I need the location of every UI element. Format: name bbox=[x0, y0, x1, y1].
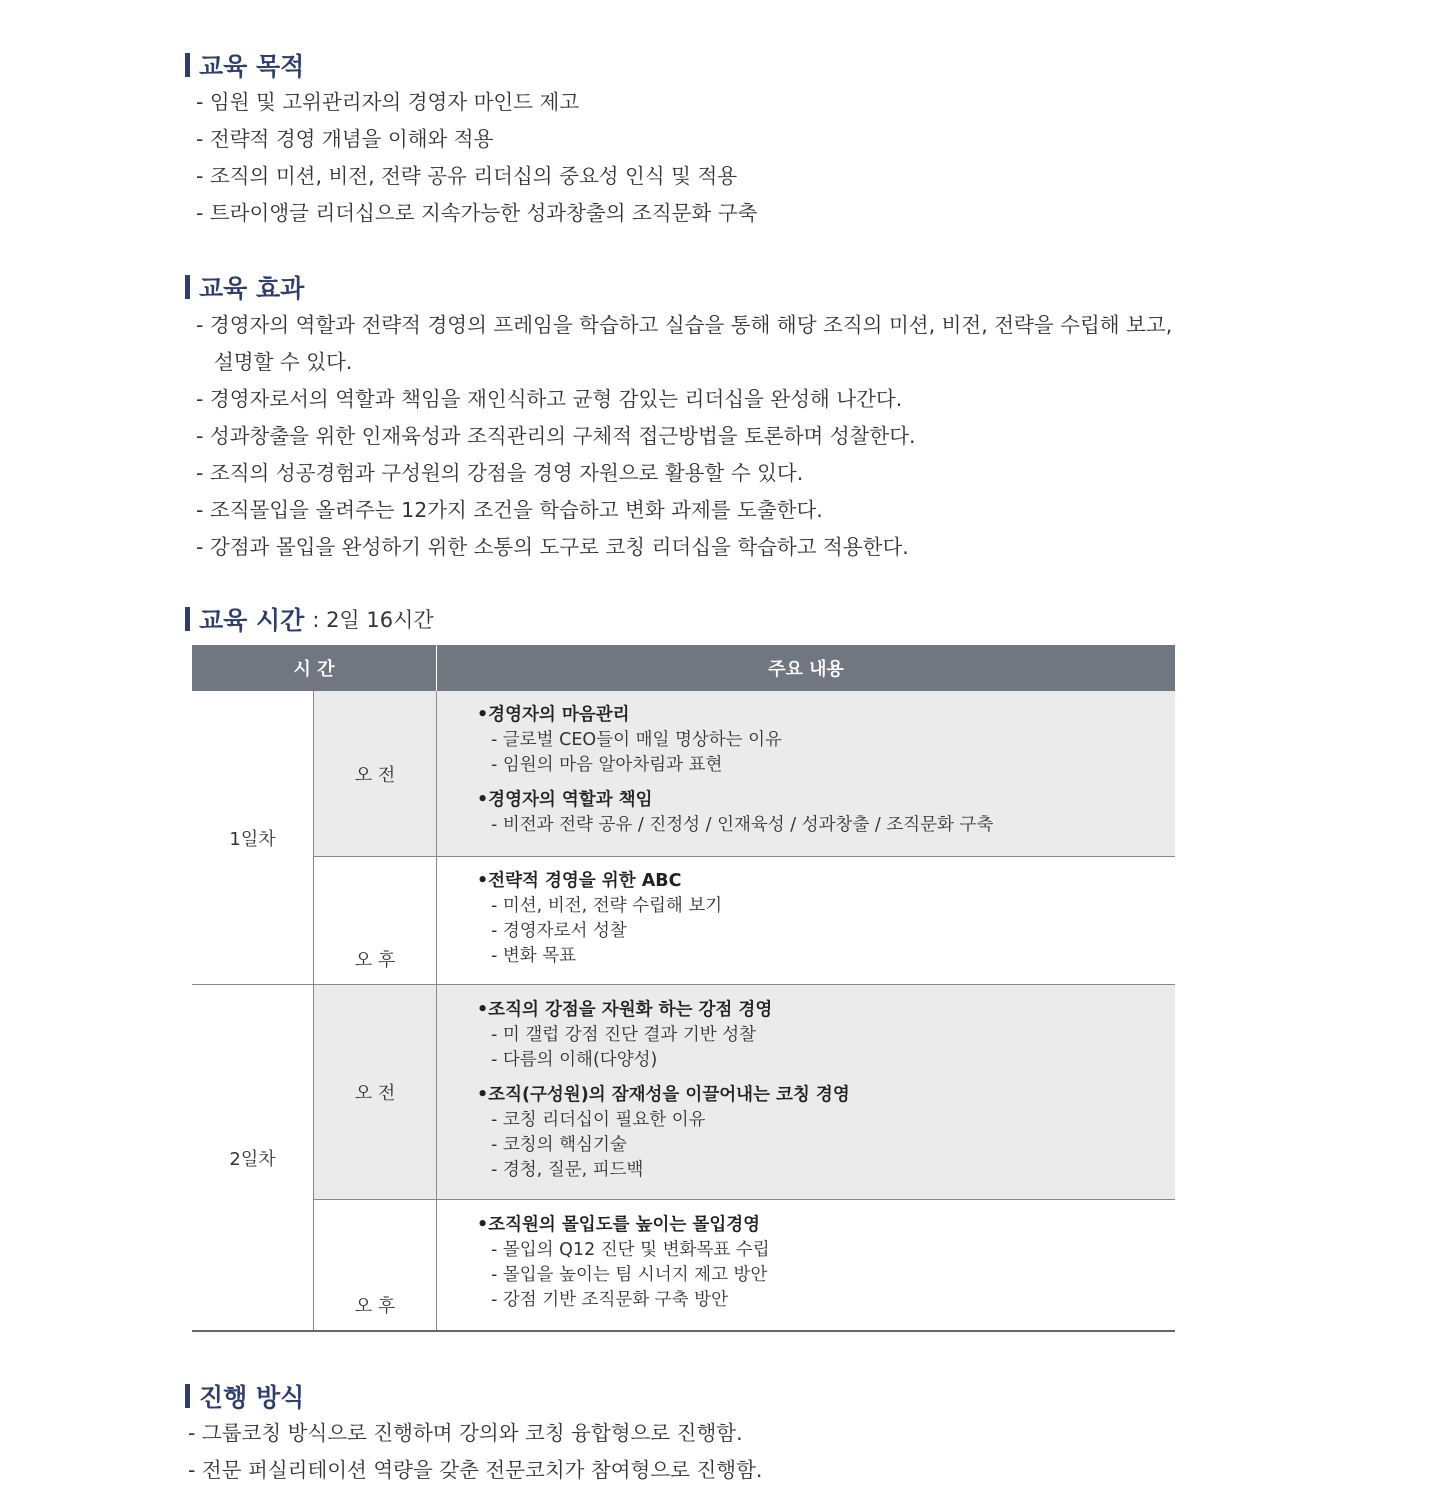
list-item: - 임원 및 고위관리자의 경영자 마인드 제고 bbox=[196, 90, 580, 114]
day2-am-label: 오 전 bbox=[314, 985, 437, 1199]
purpose-heading bbox=[185, 50, 304, 80]
day2-am-content bbox=[437, 985, 1175, 1199]
method-title: 진행 방식 bbox=[199, 1383, 305, 1412]
topic-item: - 몰입을 높이는 팀 시너지 제고 방안 bbox=[491, 1265, 768, 1285]
topic-item: - 강점 기반 조직문화 구축 방안 bbox=[491, 1290, 728, 1310]
list-item: - 경영자의 역할과 전략적 경영의 프레임을 학습하고 실습을 통해 해당 조직의 미션, 비전, 전략을 수립해 보고, bbox=[196, 313, 1173, 337]
list-item: - 강점과 몰입을 완성하기 위한 소통의 도구로 코칭 리더십을 학습하고 적용한다. bbox=[196, 535, 909, 559]
day2-pm-label: 오 후 bbox=[314, 1200, 437, 1330]
topic-title: •조직(구성원)의 잠재성을 이끌어내는 코칭 경영 bbox=[477, 1085, 850, 1105]
header-content: 주요 내용 bbox=[768, 659, 844, 680]
topic-item: - 글로벌 CEO들이 매일 명상하는 이유 bbox=[491, 730, 782, 750]
table-bottom-border bbox=[192, 1330, 1175, 1332]
topic-item: - 몰입의 Q12 진단 및 변화목표 수립 bbox=[491, 1240, 770, 1260]
list-item: - 경영자로서의 역할과 책임을 재인식하고 균형 감있는 리더십을 완성해 나간다. bbox=[196, 387, 903, 411]
topic-item: - 코칭의 핵심기술 bbox=[491, 1135, 627, 1155]
topic-item: - 다름의 이해(다양성) bbox=[491, 1050, 658, 1070]
method-list bbox=[188, 1415, 762, 1489]
table-header bbox=[192, 645, 1175, 691]
list-item: - 트라이앵글 리더십으로 지속가능한 성과창출의 조직문화 구축 bbox=[196, 201, 758, 225]
list-item: - 전문 퍼실리테이션 역량을 갖춘 전문코치가 참여형으로 진행함. bbox=[188, 1458, 763, 1482]
list-item: - 전략적 경영 개념을 이해와 적용 bbox=[196, 127, 494, 151]
topic-item: - 비전과 전략 공유 / 진정성 / 인재육성 / 성과창출 / 조직문화 구축 bbox=[491, 815, 994, 835]
heading-bar bbox=[185, 607, 190, 631]
time-heading bbox=[185, 604, 434, 634]
method-heading bbox=[185, 1381, 304, 1411]
day2-pm-content bbox=[437, 1200, 1175, 1330]
time-duration: : 2일 16시간 bbox=[312, 608, 434, 632]
topic-item: - 임원의 마음 알아차림과 표현 bbox=[491, 755, 723, 775]
topic-title: •전략적 경영을 위한 ABC bbox=[477, 871, 682, 891]
day1-am-label: 오 전 bbox=[314, 691, 437, 856]
list-item: - 조직의 미션, 비전, 전략 공유 리더십의 중요성 인식 및 적용 bbox=[196, 164, 738, 188]
day1-am-content bbox=[437, 691, 1175, 856]
topic-title: •조직의 강점을 자원화 하는 강점 경영 bbox=[477, 1000, 773, 1020]
purpose-title: 교육 목적 bbox=[199, 52, 305, 81]
day1-pm-label: 오 후 bbox=[314, 857, 437, 984]
topic-item: - 변화 목표 bbox=[491, 946, 577, 966]
topic-title: •경영자의 역할과 책임 bbox=[477, 790, 653, 810]
time-title: 교육 시간 bbox=[199, 606, 305, 635]
list-item: - 조직의 성공경험과 구성원의 강점을 경영 자원으로 활용할 수 있다. bbox=[196, 461, 804, 485]
purpose-list bbox=[196, 84, 757, 232]
topic-item: - 미션, 비전, 전략 수립해 보기 bbox=[491, 896, 723, 916]
topic-item: - 경영자로서 성찰 bbox=[491, 921, 627, 941]
header-time: 시 간 bbox=[192, 645, 437, 691]
heading-bar bbox=[185, 53, 190, 77]
day1-pm-content bbox=[437, 857, 1175, 984]
day2-label: 2일차 bbox=[192, 985, 314, 1330]
effect-list bbox=[196, 307, 1172, 566]
effect-heading bbox=[185, 272, 304, 302]
effect-title: 교육 효과 bbox=[199, 274, 305, 303]
topic-title: •경영자의 마음관리 bbox=[477, 705, 630, 725]
day1-label: 1일차 bbox=[192, 691, 314, 984]
list-item: - 조직몰입을 올려주는 12가지 조건을 학습하고 변화 과제를 도출한다. bbox=[196, 498, 823, 522]
heading-bar bbox=[185, 1384, 190, 1408]
list-item: - 성과창출을 위한 인재육성과 조직관리의 구체적 접근방법을 토론하며 성찰한다. bbox=[196, 424, 916, 448]
heading-bar bbox=[185, 275, 190, 299]
list-item-continuation: 설명할 수 있다. bbox=[214, 350, 353, 374]
topic-item: - 경청, 질문, 피드백 bbox=[491, 1160, 644, 1180]
list-item: - 그룹코칭 방식으로 진행하며 강의와 코칭 융합형으로 진행함. bbox=[188, 1421, 743, 1445]
topic-item: - 미 갤럽 강점 진단 결과 기반 성찰 bbox=[491, 1025, 757, 1045]
topic-title: •조직원의 몰입도를 높이는 몰입경영 bbox=[477, 1215, 761, 1235]
topic-item: - 코칭 리더십이 필요한 이유 bbox=[491, 1110, 706, 1130]
